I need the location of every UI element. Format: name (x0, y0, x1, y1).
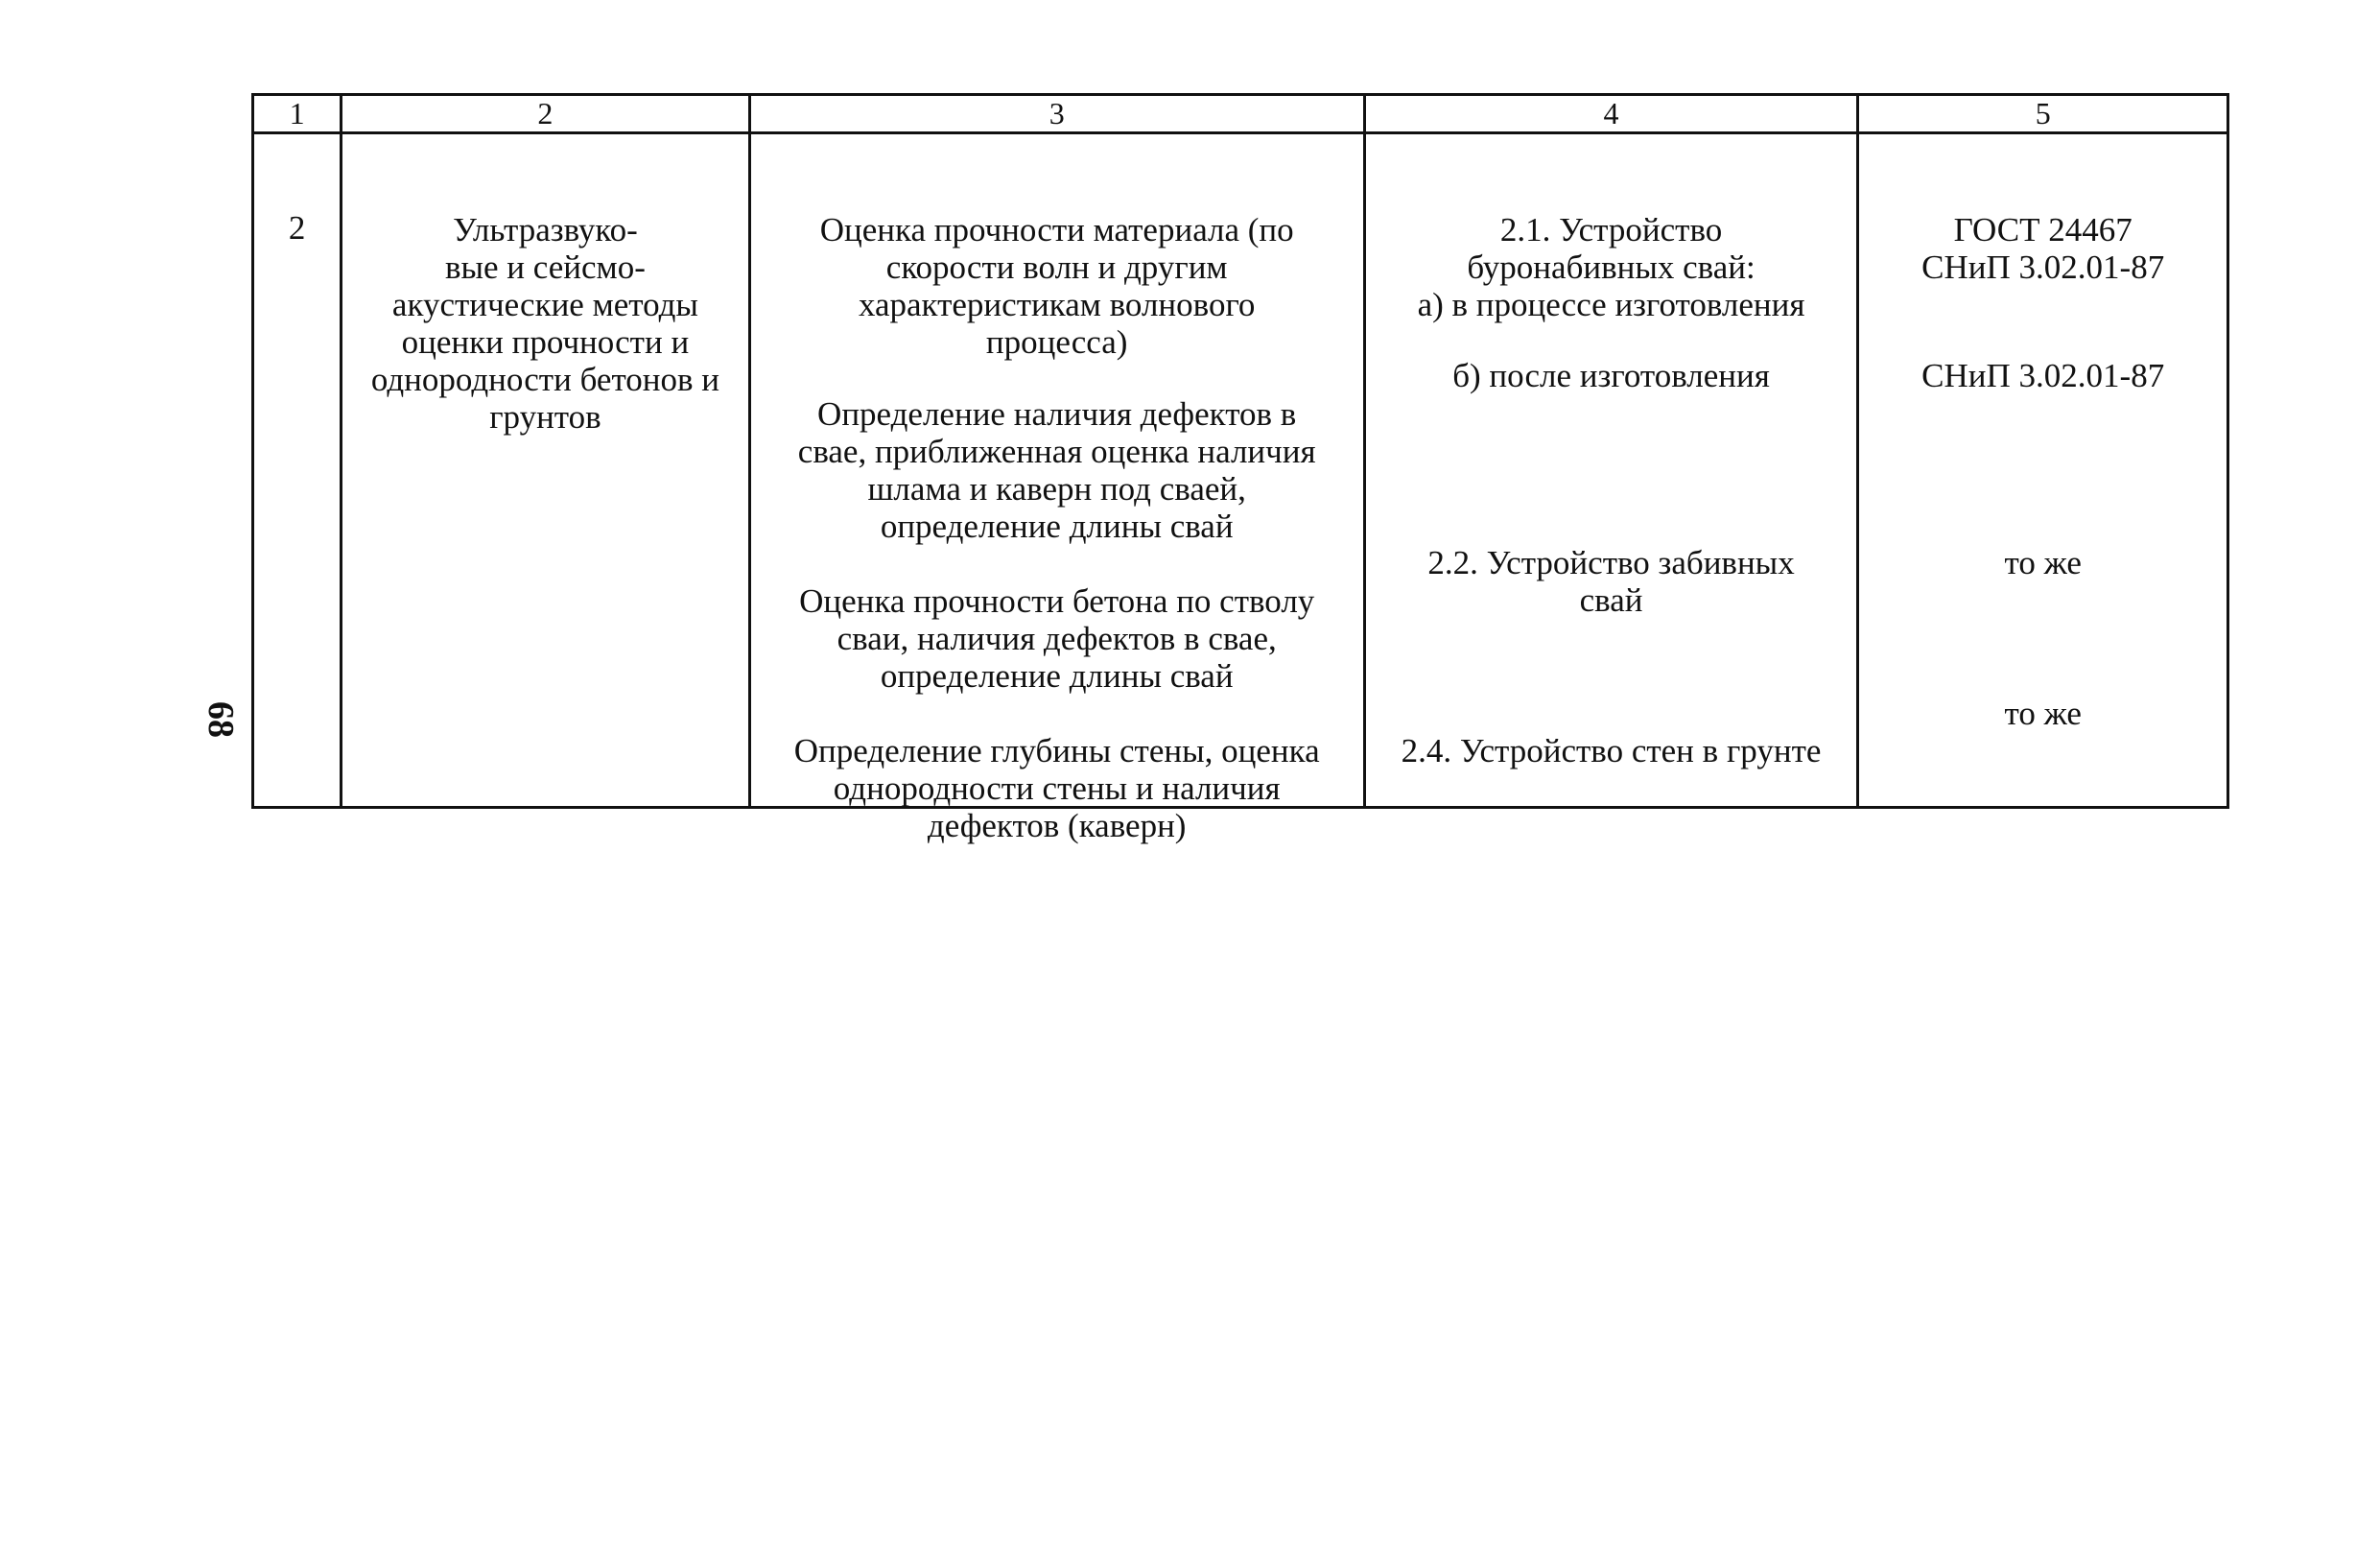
object-line: буронабивных свай: (1467, 248, 1756, 286)
cell-references (1858, 133, 2228, 808)
reference-line: то же (2004, 695, 2082, 732)
table-header-row (253, 95, 2228, 133)
table-row (253, 133, 2228, 808)
task-block (759, 395, 1355, 545)
reference-block (1867, 544, 2219, 581)
object-block (1374, 357, 1850, 394)
object-line: а) в процессе изготовления (1417, 286, 1805, 323)
task-line: определение длины свай (880, 508, 1234, 545)
object-block (1374, 732, 1850, 769)
method-line: однородности бетонов и (370, 361, 720, 398)
reference-line: то же (2004, 544, 2082, 581)
task-line: скорости волн и другим (885, 248, 1228, 286)
task-line: процесса) (985, 323, 1128, 361)
cell-number (253, 133, 342, 808)
method-line: вые и сейсмо- (444, 248, 646, 286)
task-line: Определение глубины стены, оценка (793, 732, 1320, 769)
task-line: дефектов (каверн) (927, 807, 1187, 844)
task-line: свае, приближенная оценка наличия (797, 433, 1316, 470)
cell-method (342, 133, 750, 808)
object-line: 2.4. Устройство стен в грунте (1401, 732, 1822, 769)
task-line: Оценка прочности бетона по стволу (799, 582, 1315, 620)
header-col-4: 4 (1364, 95, 1858, 133)
method-line: акустические методы (391, 286, 698, 323)
reference-line: СНиП 3.02.01-87 (1921, 248, 2165, 286)
object-line: 2.1. Устройство (1499, 211, 1723, 248)
cell-tasks (749, 133, 1364, 844)
task-line: Оценка прочности материала (по (819, 211, 1294, 248)
reference-block (1867, 357, 2219, 394)
row-number: 2 (288, 209, 306, 247)
page-number: 68 (200, 701, 241, 738)
task-block (759, 582, 1355, 695)
standards-table (251, 93, 2229, 844)
cell-objects (1364, 133, 1858, 808)
header-col-2: 2 (342, 95, 750, 133)
method-line: Ультразвуко- (453, 211, 638, 248)
reference-line: ГОСТ 24467 (1953, 211, 2133, 248)
object-line: свай (1579, 581, 1643, 619)
reference-block (1867, 695, 2219, 732)
reference-line: СНиП 3.02.01-87 (1921, 357, 2165, 394)
header-col-5: 5 (1858, 95, 2228, 133)
task-line: сваи, наличия дефектов в свае, (837, 620, 1277, 657)
task-block (759, 732, 1355, 844)
method-line: грунтов (489, 398, 601, 436)
task-line: шлама и каверн под сваей, (867, 470, 1246, 508)
method-line: оценки прочности и (401, 323, 690, 361)
task-line: Определение наличия дефектов в (817, 395, 1297, 433)
object-block (1374, 544, 1850, 619)
header-col-3: 3 (749, 95, 1364, 133)
task-line: характеристикам волнового (858, 286, 1256, 323)
task-block (759, 211, 1355, 361)
header-col-1: 1 (253, 95, 342, 133)
method-text (348, 211, 742, 436)
reference-block (1867, 211, 2219, 286)
object-line: б) после изготовления (1452, 357, 1770, 394)
object-line: 2.2. Устройство забивных (1427, 544, 1795, 581)
object-block (1374, 211, 1850, 323)
task-line: однородности стены и наличия (833, 769, 1281, 807)
task-line: определение длины свай (880, 657, 1234, 695)
